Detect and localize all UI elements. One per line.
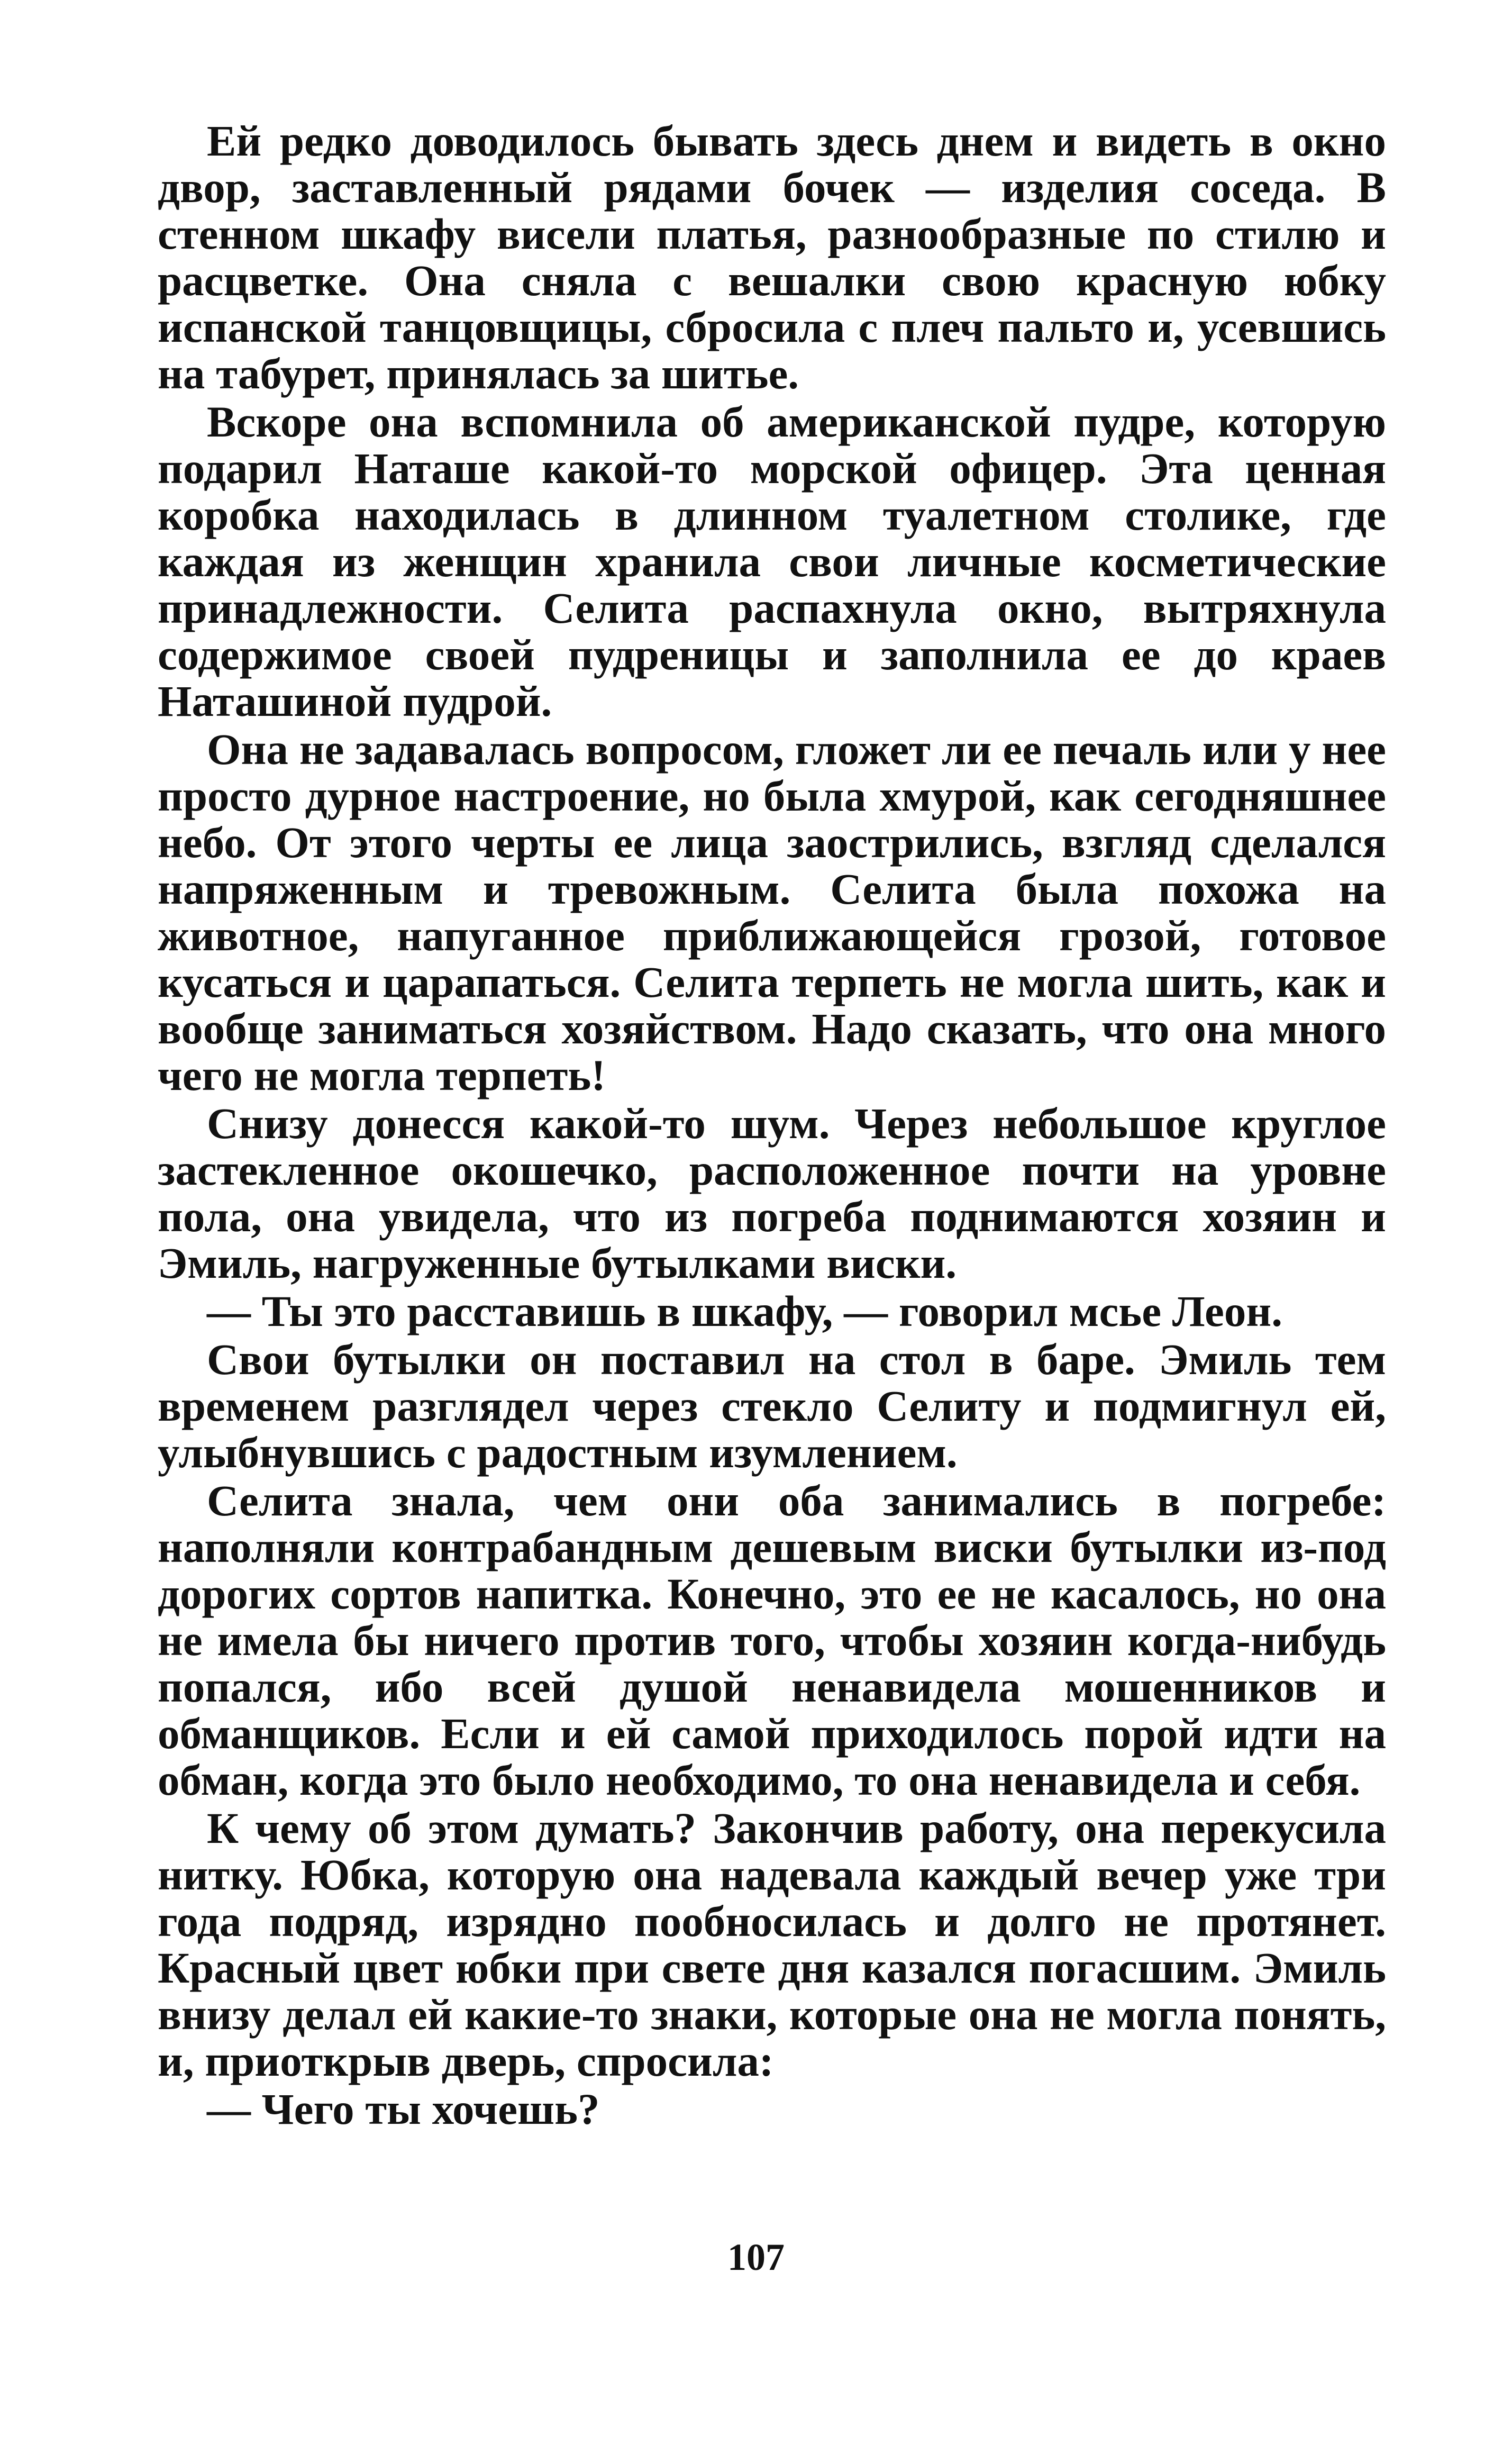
paragraph-9-dialogue: — Чего ты хочешь? xyxy=(207,2085,600,2133)
paragraph-3: Она не задавалась вопросом, гложет ли ее печаль или у нее просто дурное настроение, но была хмурой, как сегодняшнее небо. От этого черты ее лица заострились, взгляд сделался напряженным и тревожным. Селита была похожа на животное, напуганное приближающейся грозой, готовое кусаться и царапаться. Селита терпеть не могла шить, как и вообще заниматься хозяйством. Надо сказать, что она много чего не могла терпеть! xyxy=(158,725,1386,1099)
paragraph-5-dialogue: — Ты это расставишь в шкафу, — говорил мсье Леон. xyxy=(207,1287,1282,1335)
paragraph-1: Ей редко доводилось бывать здесь днем и видеть в окно двор, заставленный рядами бочек — изделия соседа. В стенном шкафу висели платья, разнообразные по стилю и расцветке. Она сняла с вешалки свою красную юбку испанской танцовщицы, сбросила с плеч пальто и, усевшись на табурет, принялась за шитье. xyxy=(158,116,1386,398)
paragraph-6: Свои бутылки он поставил на стол в баре. Эмиль тем временем разглядел через стекло Селиту и подмигнул ей, улыбнувшись с радостным изумлением. xyxy=(158,1335,1386,1477)
paragraph-8: К чему об этом думать? Закончив работу, она перекусила нитку. Юбка, которую она надевала каждый вечер уже три года подряд, изрядно пообносилась и долго не протянет. Красный цвет юбки при свете дня казался погасшим. Эмиль внизу делал ей какие-то знаки, которые она не могла понять, и, приоткрыв дверь, спросила: xyxy=(158,1804,1386,2085)
paragraph-7: Селита знала, чем они оба занимались в погребе: наполняли контрабандным дешевым виски бутылки из-под дорогих сортов напитка. Конечно, это ее не касалось, но она не имела бы ничего против того, чтобы хозяин когда-нибудь попался, ибо всей душой ненавидела мошенников и обманщиков. Если и ей самой приходилось порой идти на обман, когда это было необходимо, то она ненавидела и себя. xyxy=(158,1476,1386,1804)
paragraph-4: Снизу донесся какой-то шум. Через небольшое круглое застекленное окошечко, расположенное почти на уровне пола, она увидела, что из погреба поднимаются хозяин и Эмиль, нагруженные бутылками виски. xyxy=(158,1099,1386,1287)
body-text xyxy=(158,117,1386,2134)
paragraph-2: Вскоре она вспомнила об американской пудре, которую подарил Наташе какой-то морской офицер. Эта ценная коробка находилась в длинном туалетном столике, где каждая из женщин хранила свои личные косметические принадлежности. Селита распахнула окно, вытряхнула содержимое своей пудреницы и заполнила ее до краев Наташиной пудрой. xyxy=(158,397,1386,725)
page-number: 107 xyxy=(727,2236,785,2278)
